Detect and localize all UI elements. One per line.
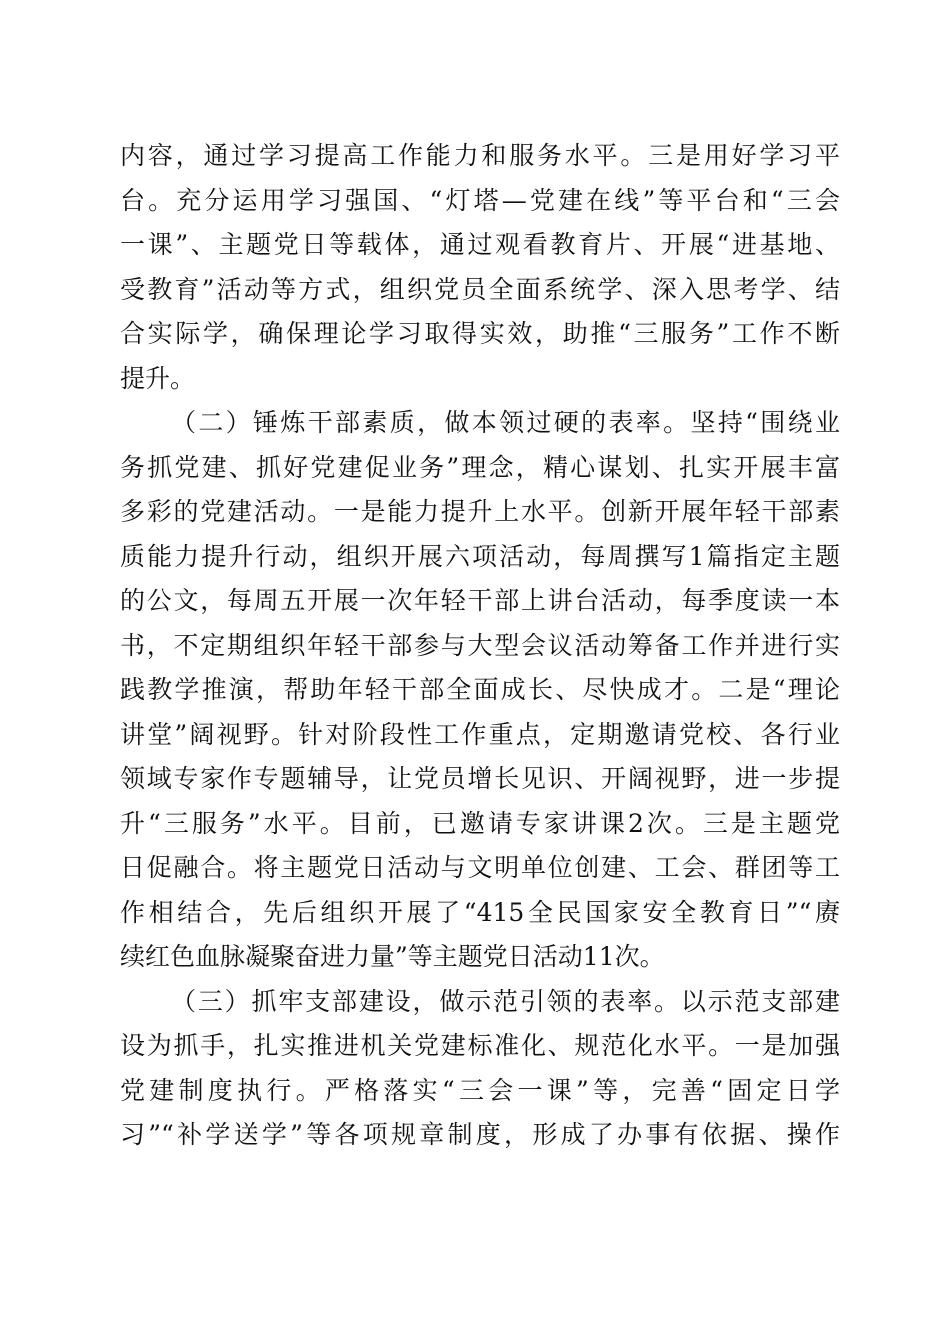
text-line: 一课”、主题党日等载体，通过观看教育片、开展“进基地、 [120,230,840,259]
text-line: 日促融合。将主题党日活动与文明单位创建、工会、群团等工 [120,853,840,882]
text-line: 多彩的党建活动。一是能力提升上水平。创新开展年轻干部素 [120,497,840,526]
section-two-heading-line: （二）锤炼干部素质，做本领过硬的表率。坚持“围绕业 [171,408,840,437]
text-line: 内容，通过学习提高工作能力和服务水平。三是用好学习平 [120,141,840,170]
text-line: 质能力提升行动，组织开展六项活动，每周撰写1篇指定主题 [120,541,840,571]
text-line: 提升。 [120,363,196,393]
text-line: 台。充分运用学习强国、“灯塔—党建在线”等平台和“三会 [120,185,840,215]
text-line: 领域专家作专题辅导，让党员增长见识、开阔视野，进一步提 [120,764,840,793]
text-line: 践教学推演，帮助年轻干部全面成长、尽快成才。二是“理论 [120,675,840,704]
document-body [120,134,840,1158]
section-three-heading-line: （三）抓牢支部建设，做示范引领的表率。以示范支部建 [171,986,840,1016]
text-line: 习”“补学送学”等各项规章制度，形成了办事有依据、操作 [120,1120,840,1149]
text-line: 受教育”活动等方式，组织党员全面系统学、深入思考学、结 [120,274,840,304]
text-line: 务抓党建、抓好党建促业务”理念，精心谋划、扎实开展丰富 [120,452,840,482]
text-line: 讲堂”阔视野。针对阶段性工作重点，定期邀请党校、各行业 [120,719,840,749]
text-line: 书，不定期组织年轻干部参与大型会议活动筹备工作并进行实 [120,630,840,660]
text-line: 的公文，每周五开展一次年轻干部上讲台活动，每季度读一本 [120,586,840,615]
text-line: 党建制度执行。严格落实“三会一课”等，完善“固定日学 [120,1075,840,1105]
text-line: 作相结合，先后组织开展了“415全民国家安全教育日”“赓 [120,897,840,927]
text-line: 续红色血脉凝聚奋进力量”等主题党日活动11次。 [120,942,665,971]
text-line: 合实际学，确保理论学习取得实效，助推“三服务”工作不断 [120,319,840,348]
text-line: 升“三服务”水平。目前，已邀请专家讲课2次。三是主题党 [120,808,840,838]
text-line: 设为抓手，扎实推进机关党建标准化、规范化水平。一是加强 [120,1031,840,1060]
